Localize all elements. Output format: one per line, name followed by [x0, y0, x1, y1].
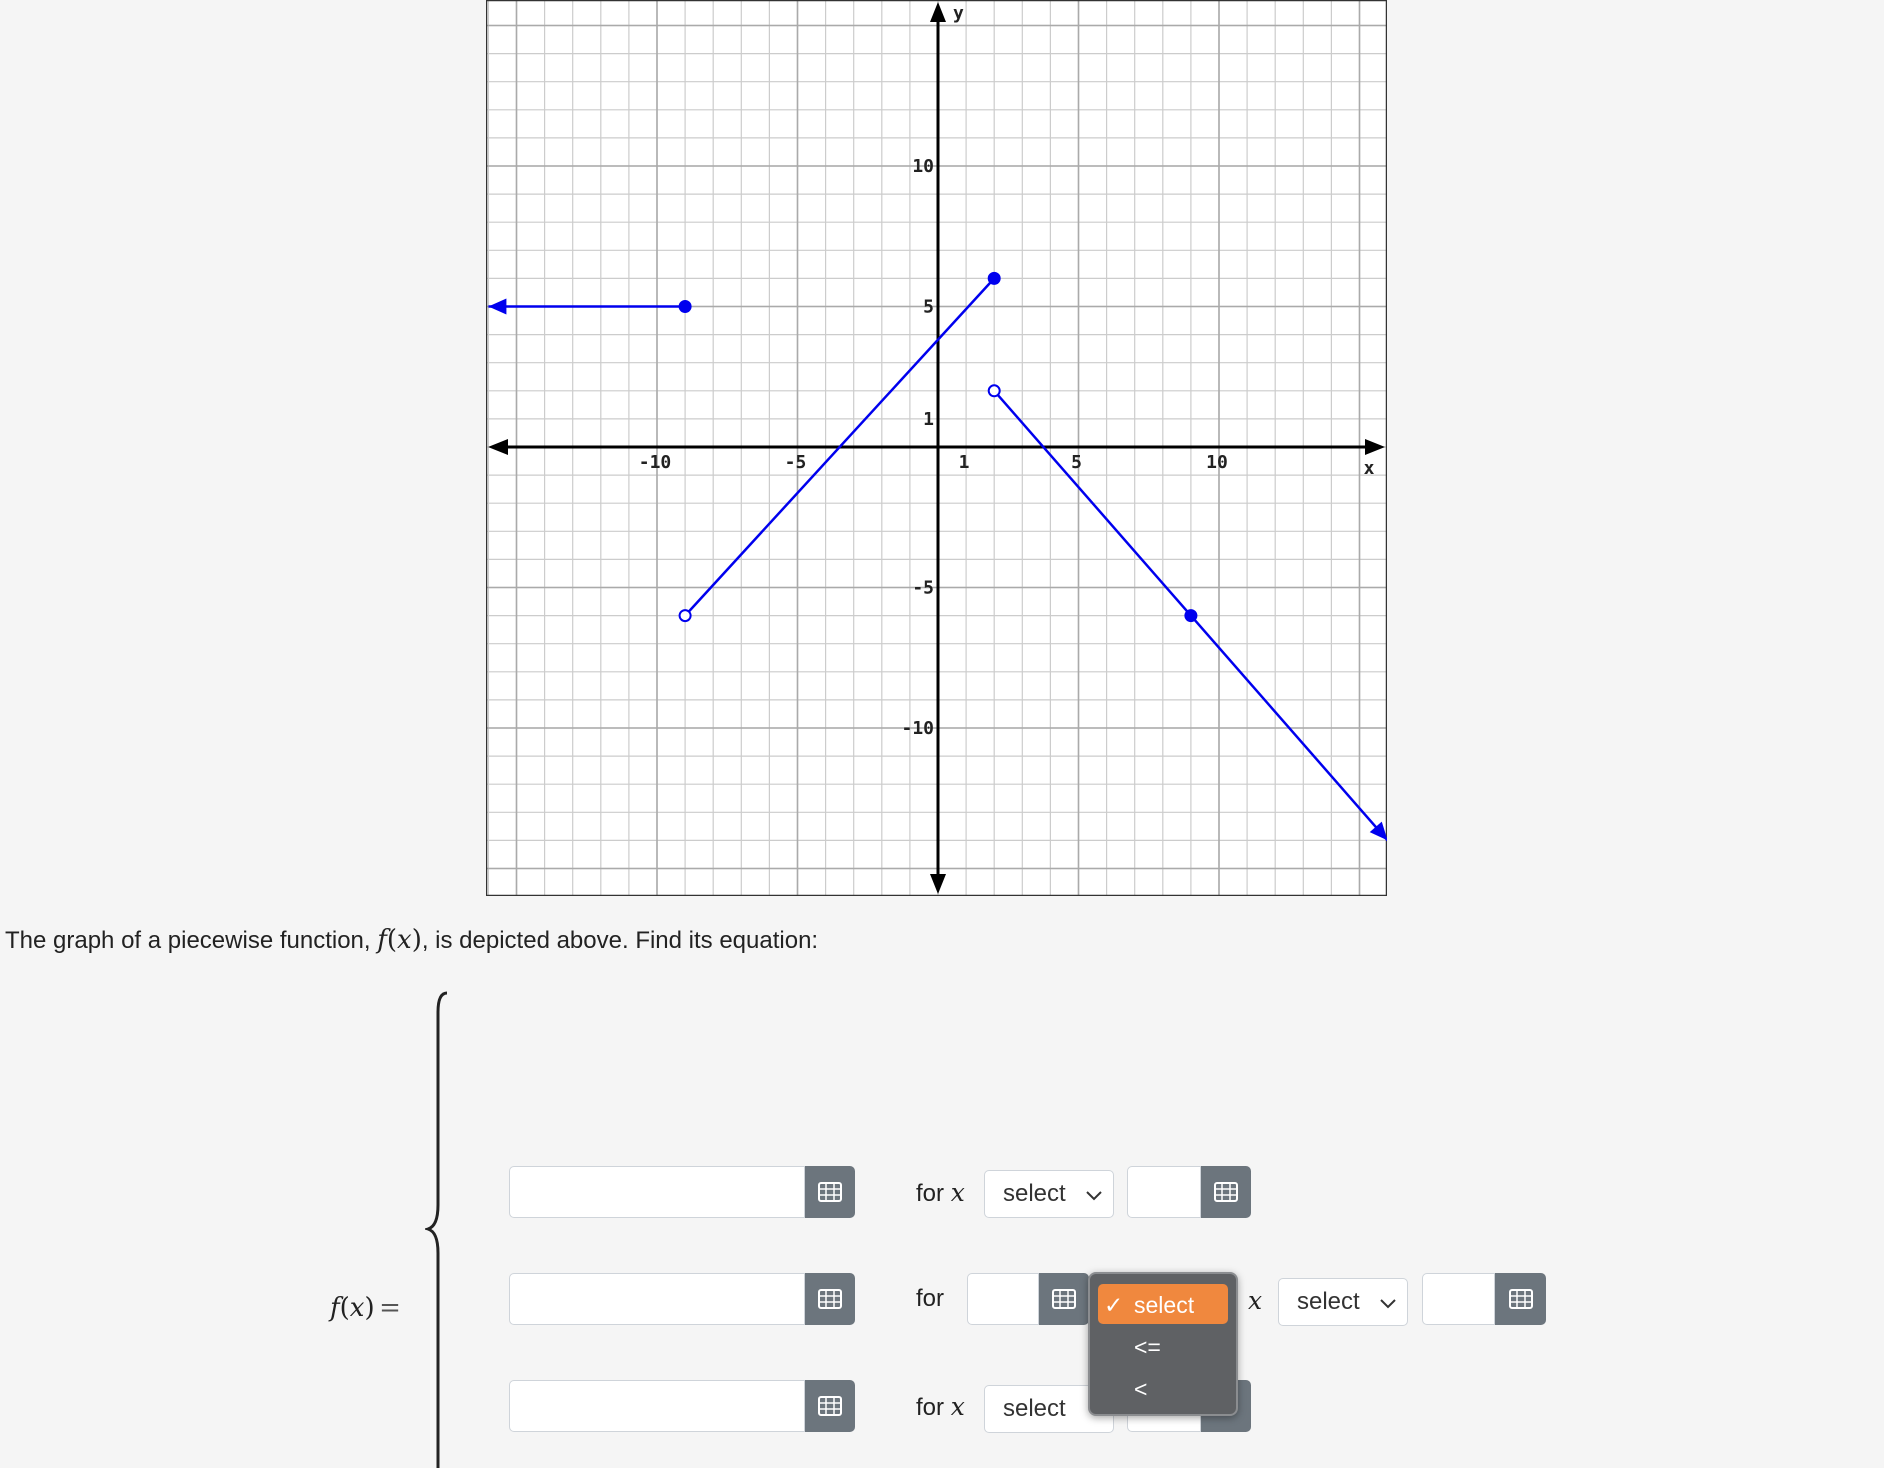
relation-dropdown-menu[interactable]	[1088, 1272, 1238, 1416]
open-point	[989, 385, 1000, 396]
grid-icon	[1509, 1289, 1533, 1309]
question-prompt	[5, 925, 818, 955]
row1-var: x	[950, 1178, 965, 1207]
row2-var-label	[1248, 1286, 1262, 1316]
x-axis-label: x	[1363, 458, 1375, 479]
piecewise-brace	[425, 990, 455, 1468]
dropdown-option-lt[interactable]	[1098, 1368, 1228, 1408]
chevron-down-icon	[1085, 1183, 1103, 1207]
closed-point	[680, 301, 691, 312]
row1-for-label	[916, 1178, 965, 1208]
row2-select-value: select	[1297, 1288, 1360, 1315]
prompt-text-after: , is depicted above. Find its equation:	[421, 927, 819, 954]
row1-expression-palette-button[interactable]	[805, 1166, 855, 1218]
x-tick-label: -10	[638, 452, 672, 473]
x-axis-arrow-right	[1365, 439, 1385, 455]
y-tick-label: 1	[923, 408, 934, 430]
grid-icon	[818, 1182, 842, 1202]
prompt-func: f	[377, 925, 387, 955]
row1-for-text: for	[916, 1180, 945, 1207]
function-label	[330, 1293, 401, 1323]
dropdown-option-select-label: select	[1134, 1292, 1195, 1318]
row2-expression-input[interactable]	[509, 1273, 805, 1325]
grid-icon	[818, 1396, 842, 1416]
x-axis-arrow-left	[488, 439, 508, 455]
row2-var: x	[1248, 1286, 1263, 1315]
row2-for-label	[916, 1285, 944, 1313]
row1-bound-input[interactable]	[1127, 1166, 1201, 1218]
row3-expression-palette-button[interactable]	[805, 1380, 855, 1432]
row3-select-value: select	[1003, 1395, 1066, 1422]
piece-1-arrow	[488, 299, 506, 315]
y-tick-label: 10	[912, 156, 934, 177]
row3-for-label	[916, 1392, 965, 1422]
prompt-lparen: (	[386, 925, 398, 955]
closed-point	[1185, 610, 1196, 621]
y-axis-arrow-down	[930, 874, 946, 894]
y-tick-label: -5	[912, 577, 934, 599]
grid-icon	[1214, 1182, 1238, 1202]
checkmark-icon: ✓	[1104, 1292, 1124, 1318]
dropdown-option-lt-label: <	[1134, 1376, 1148, 1402]
x-tick-label: -5	[784, 452, 807, 473]
graph-panel	[486, 0, 1387, 896]
row3-expression-input[interactable]	[509, 1380, 805, 1432]
row2-upper-bound-palette-button[interactable]	[1495, 1273, 1546, 1325]
fx-rparen: )	[364, 1293, 375, 1323]
row1-select-value: select	[1003, 1180, 1066, 1207]
row2-for-text: for	[916, 1285, 945, 1312]
x-tick-label: 10	[1206, 452, 1228, 473]
row1-relation-select[interactable]	[984, 1170, 1114, 1218]
grid-icon	[818, 1289, 842, 1309]
dropdown-option-lte-label: <=	[1134, 1334, 1161, 1360]
prompt-rparen: )	[411, 925, 422, 955]
piecewise-graph	[486, 0, 1387, 896]
row3-var: x	[950, 1392, 965, 1421]
prompt-var: x	[397, 925, 412, 955]
prompt-text-before: The graph of a piecewise function,	[5, 927, 371, 954]
row1-expression-input[interactable]	[509, 1166, 805, 1218]
row3-for-text: for	[916, 1394, 945, 1421]
grid-icon	[1052, 1289, 1076, 1309]
open-point	[680, 610, 691, 621]
dropdown-option-lte[interactable]	[1098, 1326, 1228, 1366]
row2-lower-bound-palette-button[interactable]	[1039, 1273, 1089, 1325]
x-tick-label: 1	[958, 452, 970, 473]
y-axis-label: y	[953, 3, 964, 24]
fx-func: f	[330, 1293, 340, 1323]
fx-lparen: (	[339, 1293, 350, 1323]
y-axis-arrow-up	[930, 2, 946, 22]
y-tick-label: 5	[923, 296, 934, 318]
row2-lower-bound-input[interactable]	[967, 1273, 1039, 1325]
fx-equals: =	[379, 1293, 401, 1323]
row2-upper-relation-select[interactable]	[1278, 1278, 1408, 1326]
x-tick-label: 5	[1071, 452, 1082, 473]
dropdown-option-select[interactable]	[1098, 1284, 1228, 1324]
closed-point	[989, 273, 1000, 284]
y-tick-label: -10	[901, 718, 934, 739]
row1-bound-palette-button[interactable]	[1201, 1166, 1251, 1218]
row2-upper-bound-input[interactable]	[1422, 1273, 1495, 1325]
fx-var: x	[349, 1293, 365, 1323]
chevron-down-icon	[1379, 1291, 1397, 1315]
row2-expression-palette-button[interactable]	[805, 1273, 855, 1325]
